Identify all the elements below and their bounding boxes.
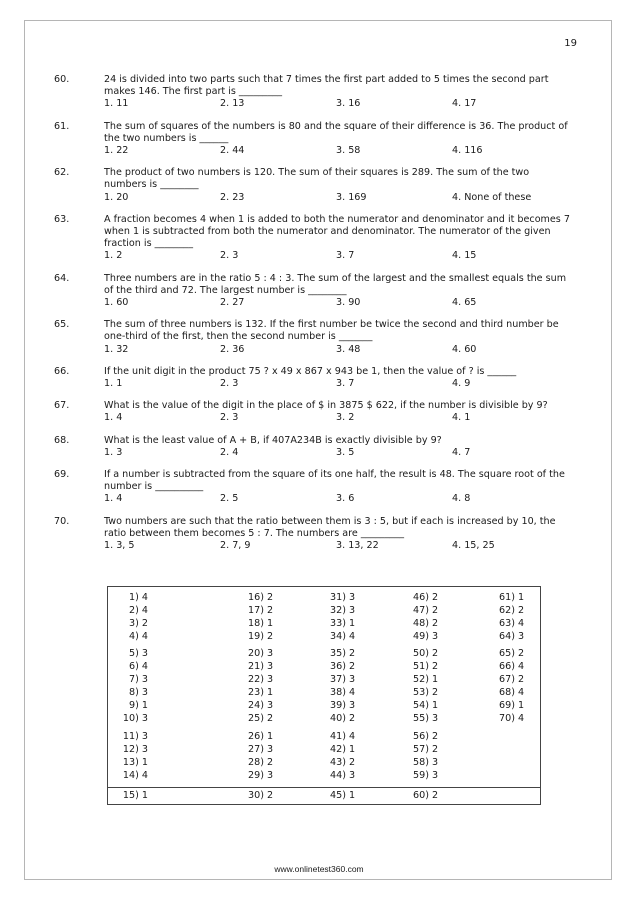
- answer-cell: 58) 3: [413, 757, 439, 768]
- answer-cell: 3) 2: [128, 618, 148, 629]
- question-number: 65.: [54, 319, 70, 331]
- answer-cell: 24) 3: [248, 700, 274, 711]
- question-body: [104, 214, 574, 263]
- answer-cell: 64) 3: [499, 631, 525, 642]
- question-text: The sum of three numbers is 132. If the first number be twice the second and third number be one-third of the first, then the second number is _______: [104, 319, 559, 343]
- question-body: [104, 319, 574, 356]
- question-option: 2. 5: [220, 493, 239, 505]
- question-item: [54, 366, 574, 390]
- question-option: 4. 60: [452, 343, 477, 355]
- answer-cell: 37) 3: [330, 674, 356, 685]
- question-item: [54, 273, 574, 310]
- question-option: 3. 7: [336, 250, 355, 262]
- question-number: 67.: [54, 400, 70, 412]
- question-body: [104, 366, 574, 390]
- question-list: [54, 74, 574, 562]
- question-text: If a number is subtracted from the square of its one half, the result is 48. The square root of the number is __________: [104, 469, 565, 493]
- answer-cell: 14) 4: [122, 770, 148, 781]
- question-body: [104, 121, 574, 158]
- question-item: [54, 167, 574, 204]
- answer-cell: 50) 2: [413, 648, 439, 659]
- answer-row: [108, 712, 540, 725]
- question-number: 62.: [54, 167, 70, 179]
- question-text: 24 is divided into two parts such that 7 times the first part added to 5 times the second part makes 146. The first part is _________: [104, 74, 549, 98]
- question-option: 1. 3: [104, 446, 123, 458]
- question-option: 3. 169: [336, 191, 367, 203]
- answer-row: [108, 743, 540, 756]
- question-option: 4. 15: [452, 250, 477, 262]
- answer-cell: 31) 3: [330, 592, 356, 603]
- answer-cell: 20) 3: [248, 648, 274, 659]
- answer-cell: 13) 1: [122, 757, 148, 768]
- question-options: [104, 378, 574, 390]
- answer-cell: 51) 2: [413, 661, 439, 672]
- answer-row: [108, 630, 540, 643]
- question-item: [54, 74, 574, 111]
- answer-cell: 43) 2: [330, 757, 356, 768]
- answer-cell: 29) 3: [248, 770, 274, 781]
- answer-cell: 65) 2: [499, 648, 525, 659]
- answer-cell: 32) 3: [330, 605, 356, 616]
- answer-cell: 26) 1: [248, 731, 274, 742]
- answer-cell: 19) 2: [248, 631, 274, 642]
- question-item: [54, 214, 574, 263]
- question-text: If the unit digit in the product 75 ? x 49 x 867 x 943 be 1, then the value of ? is ______: [104, 365, 517, 377]
- question-number: 69.: [54, 469, 70, 481]
- question-body: [104, 516, 574, 553]
- answer-cell: 67) 2: [499, 674, 525, 685]
- question-text: What is the least value of A + B, if 407A234B is exactly divisible by 9?: [104, 434, 442, 446]
- question-option: 3. 7: [336, 378, 355, 390]
- question-option: 1. 2: [104, 250, 123, 262]
- question-item: [54, 516, 574, 553]
- question-option: 1. 1: [104, 378, 123, 390]
- question-body: [104, 273, 574, 310]
- question-number: 70.: [54, 515, 70, 527]
- question-option: 3. 48: [336, 343, 361, 355]
- answer-cell: 2) 4: [128, 605, 148, 616]
- answer-cell: 4) 4: [128, 631, 148, 642]
- question-option: 2. 7, 9: [220, 540, 251, 552]
- answer-cell: 70) 4: [499, 713, 525, 724]
- answer-cell: 18) 1: [248, 618, 274, 629]
- answer-cell: 27) 3: [248, 744, 274, 755]
- question-options: [104, 192, 574, 204]
- question-option: 3. 2: [336, 412, 355, 424]
- answer-cell: 11) 3: [122, 731, 148, 742]
- answer-cell: 25) 2: [248, 713, 274, 724]
- question-option: 3. 90: [336, 297, 361, 309]
- answer-row: [108, 660, 540, 673]
- question-options: [104, 250, 574, 262]
- answer-cell: 5) 3: [128, 648, 148, 659]
- question-options: [104, 145, 574, 157]
- question-item: [54, 469, 574, 506]
- question-options: [104, 297, 574, 309]
- answer-cell: 34) 4: [330, 631, 356, 642]
- question-text: What is the value of the digit in the place of $ in 3875 $ 622, if the number is divisible by 9?: [104, 400, 548, 412]
- answer-cell: 21) 3: [248, 661, 274, 672]
- answer-row: [108, 769, 540, 782]
- question-body: [104, 400, 574, 424]
- question-body: [104, 469, 574, 506]
- question-option: 4. 116: [452, 145, 483, 157]
- answer-cell: 53) 2: [413, 687, 439, 698]
- question-body: [104, 74, 574, 111]
- question-option: 2. 4: [220, 446, 239, 458]
- question-option: 3. 6: [336, 493, 355, 505]
- question-option: 4. 1: [452, 412, 471, 424]
- question-option: 3. 58: [336, 145, 361, 157]
- question-item: [54, 121, 574, 158]
- answer-key-table: [107, 586, 541, 805]
- answer-cell: 46) 2: [413, 592, 439, 603]
- answer-cell: 63) 4: [499, 618, 525, 629]
- answer-cell: 9) 1: [128, 700, 148, 711]
- answer-row: [108, 756, 540, 769]
- question-text: Two numbers are such that the ratio between them is 3 : 5, but if each is increased by 10, the ratio between them becomes 5 : 7. The numbers are _________: [104, 515, 556, 539]
- question-option: 2. 3: [220, 412, 239, 424]
- answer-cell: 16) 2: [248, 592, 274, 603]
- answer-cell: 22) 3: [248, 674, 274, 685]
- answer-cell: 68) 4: [499, 687, 525, 698]
- question-text: The product of two numbers is 120. The sum of their squares is 289. The sum of the two numbers is ________: [104, 167, 530, 191]
- answer-cell: 55) 3: [413, 713, 439, 724]
- answer-cell: 52) 1: [413, 674, 439, 685]
- question-item: [54, 319, 574, 356]
- question-option: 3. 13, 22: [336, 540, 379, 552]
- question-option: 4. 7: [452, 446, 471, 458]
- answer-cell: 10) 3: [122, 713, 148, 724]
- question-option: 1. 4: [104, 493, 123, 505]
- answer-cell: 40) 2: [330, 713, 356, 724]
- answer-cell: 56) 2: [413, 731, 439, 742]
- answer-cell: 57) 2: [413, 744, 439, 755]
- question-options: [104, 344, 574, 356]
- question-number: 66.: [54, 365, 70, 377]
- answer-cell: 30) 2: [248, 790, 274, 801]
- answer-cell: 41) 4: [330, 731, 356, 742]
- answer-row: [108, 673, 540, 686]
- question-option: 1. 3, 5: [104, 540, 135, 552]
- page-number: 19: [564, 38, 577, 49]
- question-option: 1. 22: [104, 145, 129, 157]
- question-text: The sum of squares of the numbers is 80 and the square of their difference is 36. The product of the two numbers is ______: [104, 120, 568, 144]
- answer-cell: 44) 3: [330, 770, 356, 781]
- question-option: 3. 16: [336, 98, 361, 110]
- answer-cell: 23) 1: [248, 687, 274, 698]
- question-options: [104, 540, 574, 552]
- question-option: 4. None of these: [452, 191, 532, 203]
- question-number: 61.: [54, 120, 70, 132]
- answer-cell: 59) 3: [413, 770, 439, 781]
- answer-cell: 38) 4: [330, 687, 356, 698]
- footer-url[interactable]: www.onlinetest360.com: [274, 864, 364, 874]
- answer-cell: 45) 1: [330, 790, 356, 801]
- question-body: [104, 435, 574, 459]
- answer-cell: 35) 2: [330, 648, 356, 659]
- answer-row: [108, 686, 540, 699]
- answer-cell: 61) 1: [499, 592, 525, 603]
- answer-table-divider: [108, 787, 540, 788]
- question-option: 2. 13: [220, 98, 245, 110]
- question-option: 4. 9: [452, 378, 471, 390]
- answer-cell: 15) 1: [122, 790, 148, 801]
- answer-cell: 33) 1: [330, 618, 356, 629]
- answer-row: [108, 730, 540, 743]
- question-body: [104, 167, 574, 204]
- question-number: 68.: [54, 434, 70, 446]
- question-option: 4. 65: [452, 297, 477, 309]
- answer-row: [108, 591, 540, 604]
- answer-cell: 17) 2: [248, 605, 274, 616]
- answer-cell: 66) 4: [499, 661, 525, 672]
- answer-row: [108, 789, 540, 802]
- answer-cell: 48) 2: [413, 618, 439, 629]
- answer-cell: 7) 3: [128, 674, 148, 685]
- answer-cell: 47) 2: [413, 605, 439, 616]
- question-number: 64.: [54, 272, 70, 284]
- question-option: 4. 17: [452, 98, 477, 110]
- question-options: [104, 98, 574, 110]
- answer-cell: 49) 3: [413, 631, 439, 642]
- answer-cell: 6) 4: [128, 661, 148, 672]
- answer-cell: 12) 3: [122, 744, 148, 755]
- question-option: 2. 44: [220, 145, 245, 157]
- question-text: Three numbers are in the ratio 5 : 4 : 3. The sum of the largest and the smallest equals the sum of the third and 72. The largest number is ________: [104, 272, 567, 296]
- answer-cell: 62) 2: [499, 605, 525, 616]
- answer-row: [108, 699, 540, 712]
- question-item: [54, 400, 574, 424]
- question-option: 1. 60: [104, 297, 129, 309]
- question-number: 63.: [54, 213, 70, 225]
- question-number: 60.: [54, 74, 70, 85]
- answer-cell: 69) 1: [499, 700, 525, 711]
- question-option: 2. 27: [220, 297, 245, 309]
- question-option: 1. 20: [104, 191, 129, 203]
- answer-cell: 1) 4: [128, 592, 148, 603]
- question-option: 4. 8: [452, 493, 471, 505]
- answer-cell: 54) 1: [413, 700, 439, 711]
- question-text: A fraction becomes 4 when 1 is added to both the numerator and denominator and it becomes 7 when 1 is subtracted from both the numerator and denominator. The numerator of the given fraction is ________: [104, 213, 570, 250]
- question-option: 3. 5: [336, 446, 355, 458]
- answer-row: [108, 617, 540, 630]
- question-option: 2. 23: [220, 191, 245, 203]
- answer-cell: 39) 3: [330, 700, 356, 711]
- question-options: [104, 493, 574, 505]
- question-option: 1. 4: [104, 412, 123, 424]
- question-options: [104, 447, 574, 459]
- question-option: 2. 36: [220, 343, 245, 355]
- answer-row: [108, 647, 540, 660]
- answer-cell: 60) 2: [413, 790, 439, 801]
- answer-row: [108, 604, 540, 617]
- answer-cell: 42) 1: [330, 744, 356, 755]
- answer-cell: 8) 3: [128, 687, 148, 698]
- question-option: 2. 3: [220, 378, 239, 390]
- question-options: [104, 412, 574, 424]
- question-option: 1. 32: [104, 343, 129, 355]
- question-option: 1. 11: [104, 98, 129, 110]
- question-option: 4. 15, 25: [452, 540, 495, 552]
- answer-cell: 28) 2: [248, 757, 274, 768]
- answer-cell: 36) 2: [330, 661, 356, 672]
- question-item: [54, 435, 574, 459]
- question-option: 2. 3: [220, 250, 239, 262]
